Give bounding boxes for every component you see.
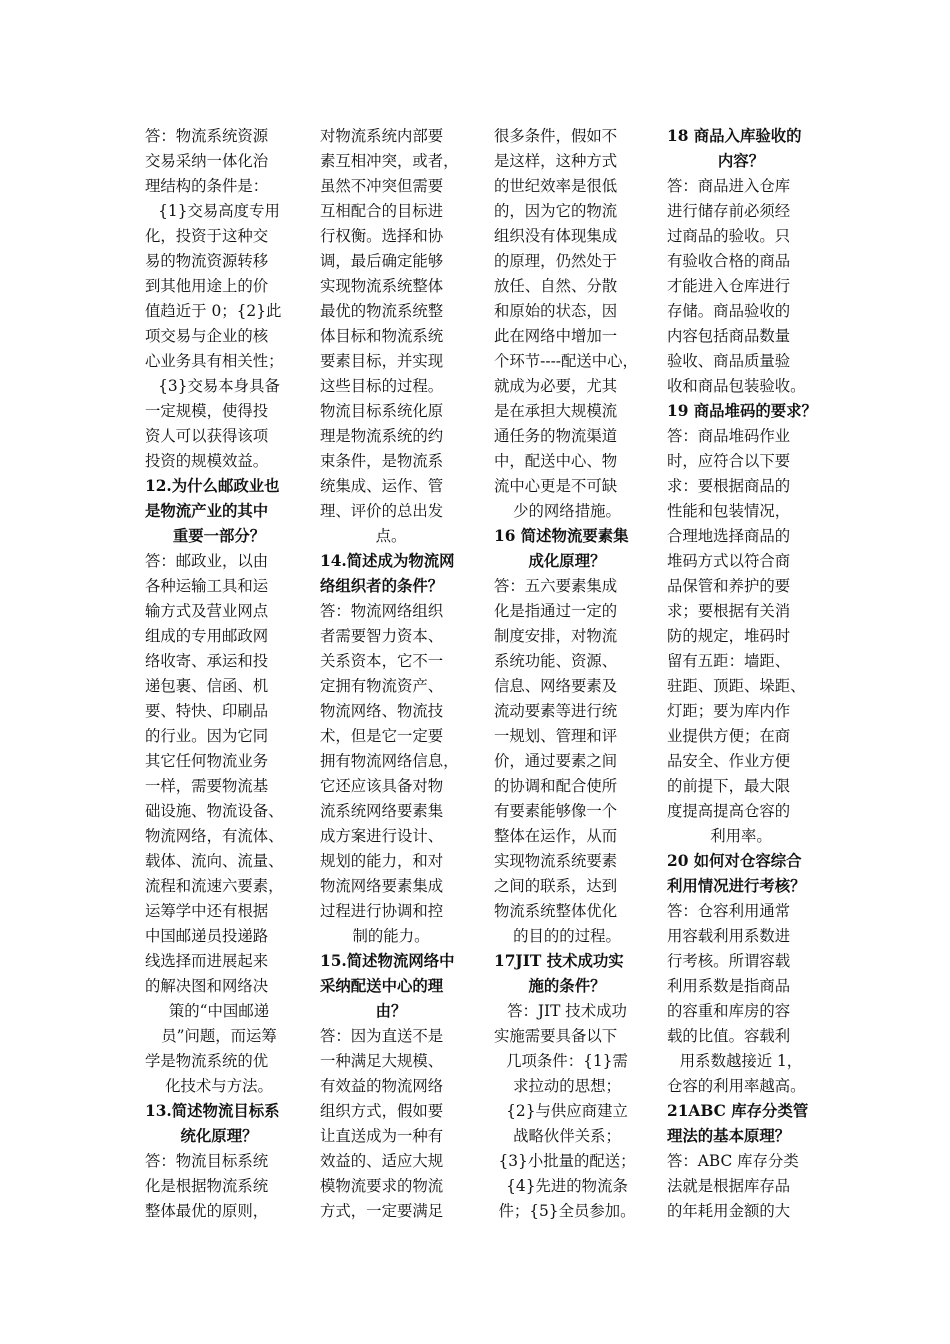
text-line: 虽然不冲突但需要	[320, 177, 444, 195]
text-line: 的容重和库房的容	[667, 1002, 791, 1020]
text-line: 制的能力。	[352, 927, 430, 945]
text-line: 性能和包装情况，	[667, 502, 791, 520]
question-heading-line: 12.为什么邮政业也	[145, 477, 280, 495]
column-1	[145, 124, 293, 1224]
text-line: 对物流系统内部要	[320, 127, 444, 145]
text-line: 整体最优的原则，	[145, 1202, 269, 1220]
text-line: 项交易与企业的核	[145, 327, 269, 345]
text-line: 法就是根据库存品	[667, 1177, 791, 1195]
question-heading-line: 统化原理？	[180, 1127, 258, 1145]
text-line: 答：物流目标系统	[145, 1152, 269, 1170]
text-line: 最优的物流系统整	[320, 302, 444, 320]
text-line: 各种运输工具和运	[145, 577, 269, 595]
text-line: 驻距、顶距、垛距、	[667, 677, 806, 695]
text-line: 员”问题，而运筹	[161, 1027, 277, 1045]
text-line: 物流系统整体优化	[494, 902, 618, 920]
text-line: {1}交易高度专用	[158, 202, 280, 220]
text-line: 心业务具有相关性；	[145, 352, 284, 370]
text-line: {2}与供应商建立	[506, 1102, 628, 1120]
question-heading-line: 15.简述物流网络中	[320, 952, 455, 970]
question-heading-line: 内容？	[717, 152, 765, 170]
text-line: 求拉动的思想；	[513, 1077, 621, 1095]
text-line: 载体、流向、流量、	[145, 852, 284, 870]
text-line: 业提供方便；在商	[667, 727, 791, 745]
text-line: 学是物流系统的优	[145, 1052, 269, 1070]
text-line: 件；{5}全员参加。	[498, 1202, 636, 1220]
text-line: 的行业。因为它同	[145, 727, 269, 745]
text-line: 信息、网络要素及	[494, 677, 618, 695]
question-heading-line: 络组织者的条件？	[320, 577, 444, 595]
question-heading-line: 是物流产业的其中	[145, 502, 269, 520]
question-heading-line: 利用情况进行考核？	[667, 877, 806, 895]
text-line: 中，配送中心、物	[494, 452, 618, 470]
question-heading-line: 21ABC 库存分类管	[667, 1102, 809, 1120]
question-heading-line: 13.简述物流目标系	[145, 1102, 280, 1120]
text-line: 流程和流速六要素，	[145, 877, 284, 895]
text-line: 答：因为直送不是	[320, 1027, 444, 1045]
text-line: 它还应该具备对物	[320, 777, 444, 795]
text-line: 价，通过要素之间	[494, 752, 618, 770]
text-line: 过程进行协调和控	[320, 902, 444, 920]
text-line: 的目的的过程。	[513, 927, 621, 945]
text-line: 答：JIT 技术成功	[507, 1002, 627, 1020]
text-line: 利用系数是指商品	[667, 977, 791, 995]
text-line: 很多条件，假如不	[494, 127, 618, 145]
text-line: 品保管和养护的要	[667, 577, 791, 595]
text-line: 中国邮递员投递路	[145, 927, 269, 945]
text-line: 才能进入仓库进行	[667, 277, 791, 295]
text-line: 流中心更是不可缺	[494, 477, 618, 495]
text-line: 术，但是它一定要	[320, 727, 444, 745]
text-line: 定拥有物流资产、	[320, 677, 444, 695]
text-line: 答：ABC 库存分类	[667, 1152, 799, 1170]
text-line: 实现物流系统整体	[320, 277, 444, 295]
text-line: 存储。商品验收的	[667, 302, 791, 320]
text-line: 的协调和配合使所	[494, 777, 618, 795]
text-line: 点。	[375, 527, 407, 545]
text-line: 就成为必要，尤其	[494, 377, 618, 395]
text-line: 答：五六要素集成	[494, 577, 618, 595]
text-line: 投资的规模效益。	[145, 452, 269, 470]
text-line: 少的网络措施。	[513, 502, 621, 520]
text-line: 一定规模，使得投	[145, 402, 269, 420]
text-line: 防的规定，堆码时	[667, 627, 791, 645]
text-line: 要素目标，并实现	[320, 352, 444, 370]
text-line: 线选择而进展起来	[145, 952, 269, 970]
text-line: 仓容的利用率越高。	[667, 1077, 806, 1095]
text-line: 化是指通过一定的	[494, 602, 618, 620]
text-line: 收和商品包装验收。	[667, 377, 806, 395]
text-line: 进行储存前必须经	[667, 202, 791, 220]
question-heading-line: 19 商品堆码的要求？	[667, 402, 817, 420]
column-2	[320, 124, 462, 1224]
text-line: 模物流要求的物流	[320, 1177, 444, 1195]
question-heading-line: 20 如何对仓容综合	[667, 852, 802, 870]
text-line: 物流网络，有流体、	[145, 827, 284, 845]
text-line: 答：邮政业，以由	[145, 552, 269, 570]
text-line: 成方案进行设计、	[320, 827, 444, 845]
text-line: 的前提下，最大限	[667, 777, 791, 795]
text-line: 行权衡。选择和协	[320, 227, 444, 245]
text-line: 其它任何物流业务	[145, 752, 269, 770]
question-heading-line: 由？	[375, 1002, 407, 1020]
text-line: 理结构的条件是：	[145, 177, 269, 195]
text-line: 到其他用途上的价	[145, 277, 269, 295]
text-line: 整体在运作，从而	[494, 827, 618, 845]
text-line: 放任、自然、分散	[494, 277, 618, 295]
text-line: 这些目标的过程。	[320, 377, 444, 395]
text-line: 用系数越接近 1，	[679, 1052, 803, 1070]
text-line: 拥有物流网络信息，	[320, 752, 459, 770]
text-line: 一种满足大规模、	[320, 1052, 444, 1070]
text-line: 是这样，这种方式	[494, 152, 618, 170]
text-line: 组织没有体现集成	[494, 227, 618, 245]
text-line: 内容包括商品数量	[667, 327, 791, 345]
text-line: 有验收合格的商品	[667, 252, 791, 270]
text-line: 几项条件：{1}需	[506, 1052, 628, 1070]
text-line: {4}先进的物流条	[506, 1177, 628, 1195]
question-heading-line: 理法的基本原理？	[667, 1127, 791, 1145]
text-line: 易的物流资源转移	[145, 252, 269, 270]
column-4	[667, 124, 815, 1224]
text-line: 统集成、运作、管	[320, 477, 444, 495]
text-line: {3}交易本身具备	[158, 377, 280, 395]
text-line: 过商品的验收。只	[667, 227, 791, 245]
text-line: 调，最后确定能够	[320, 252, 444, 270]
text-line: 求：要根据商品的	[667, 477, 791, 495]
text-line: 实现物流系统要素	[494, 852, 618, 870]
text-line: 用容载利用系数进	[667, 927, 791, 945]
text-line: 络收寄、承运和投	[145, 652, 269, 670]
question-heading-line: 采纳配送中心的理	[320, 977, 444, 995]
text-line: 资人可以获得该项	[145, 427, 269, 445]
text-line: 础设施、物流设备、	[145, 802, 284, 820]
text-line: 的世纪效率是很低	[494, 177, 618, 195]
text-line: 流系统网络要素集	[320, 802, 444, 820]
text-line: 验收、商品质量验	[667, 352, 791, 370]
text-line: 递包裹、信函、机	[145, 677, 269, 695]
text-line: 答：商品进入仓库	[667, 177, 791, 195]
question-heading-line: 17JIT 技术成功实	[494, 952, 624, 970]
text-line: 化是根据物流系统	[145, 1177, 269, 1195]
text-line: 载的比值。容载利	[667, 1027, 791, 1045]
text-line: 通任务的物流渠道	[494, 427, 618, 445]
text-line: 利用率。	[710, 827, 772, 845]
text-line: 战略伙伴关系；	[513, 1127, 621, 1145]
text-line: 和原始的状态，因	[494, 302, 618, 320]
text-line: 留有五距：墙距、	[667, 652, 791, 670]
text-line: 的解决图和网络决	[145, 977, 269, 995]
text-line: 值趋近于 0；{2}此	[145, 302, 282, 320]
question-heading-line: 16 简述物流要素集	[494, 527, 629, 545]
text-line: 的年耗用金额的大	[667, 1202, 791, 1220]
text-line: 组织方式，假如要	[320, 1102, 444, 1120]
question-heading-line: 施的条件？	[528, 977, 606, 995]
text-line: 行考核。所谓容载	[667, 952, 791, 970]
text-line: 品安全、作业方便	[667, 752, 791, 770]
text-line: 个环节----配送中心，	[494, 352, 638, 370]
text-line: 互相配合的目标进	[320, 202, 444, 220]
text-line: 让直送成为一种有	[320, 1127, 444, 1145]
text-line: 有要素能够像一个	[494, 802, 618, 820]
text-line: 者需要智力资本、	[320, 627, 444, 645]
text-line: 的原理，仍然处于	[494, 252, 618, 270]
text-line: 要、特快、印刷品	[145, 702, 269, 720]
text-line: 规划的能力，和对	[320, 852, 444, 870]
text-line: 交易采纳一体化治	[145, 152, 269, 170]
text-line: 化技术与方法。	[165, 1077, 273, 1095]
text-line: 物流网络、物流技	[320, 702, 444, 720]
text-line: 答：物流系统资源	[145, 127, 269, 145]
text-line: 效益的、适应大规	[320, 1152, 444, 1170]
text-line: 一样，需要物流基	[145, 777, 269, 795]
question-heading-line: 18 商品入库验收的	[667, 127, 802, 145]
text-line: 物流目标系统化原	[320, 402, 444, 420]
text-line: 制度安排，对物流	[494, 627, 618, 645]
text-line: 理、评价的总出发	[320, 502, 444, 520]
text-line: 答：仓容利用通常	[667, 902, 791, 920]
question-heading-line: 重要一部分？	[172, 527, 266, 545]
text-line: 的，因为它的物流	[494, 202, 618, 220]
column-3	[494, 124, 640, 1224]
text-line: 灯距；要为库内作	[667, 702, 791, 720]
text-line: 求；要根据有关消	[667, 602, 791, 620]
text-line: 理是物流系统的约	[320, 427, 444, 445]
text-line: 运筹学中还有根据	[145, 902, 269, 920]
text-line: 实施需要具备以下	[494, 1027, 618, 1045]
text-line: 输方式及营业网点	[145, 602, 269, 620]
text-line: 此在网络中增加一	[494, 327, 618, 345]
text-line: 时，应符合以下要	[667, 452, 791, 470]
text-line: 有效益的物流网络	[320, 1077, 444, 1095]
text-line: 一规划、管理和评	[494, 727, 618, 745]
text-line: {3}小批量的配送；	[498, 1152, 636, 1170]
text-line: 答：物流网络组织	[320, 602, 444, 620]
question-heading-line: 成化原理？	[528, 552, 606, 570]
text-line: 答：商品堆码作业	[667, 427, 791, 445]
text-line: 素互相冲突，或者，	[320, 152, 459, 170]
text-line: 组成的专用邮政网	[145, 627, 269, 645]
text-line: 系统功能、资源、	[494, 652, 618, 670]
text-line: 化，投资于这种交	[145, 227, 269, 245]
text-line: 物流网络要素集成	[320, 877, 444, 895]
text-line: 是在承担大规模流	[494, 402, 618, 420]
text-line: 策的“中国邮递	[168, 1002, 270, 1020]
text-line: 之间的联系，达到	[494, 877, 618, 895]
text-line: 方式，一定要满足	[320, 1202, 444, 1220]
text-line: 体目标和物流系统	[320, 327, 444, 345]
text-line: 堆码方式以符合商	[667, 552, 791, 570]
text-line: 合理地选择商品的	[667, 527, 791, 545]
text-line: 流动要素等进行统	[494, 702, 618, 720]
question-heading-line: 14.简述成为物流网	[320, 552, 455, 570]
text-line: 关系资本，它不一	[320, 652, 444, 670]
text-line: 束条件，是物流系	[320, 452, 444, 470]
text-line: 度提高提高仓容的	[667, 802, 791, 820]
